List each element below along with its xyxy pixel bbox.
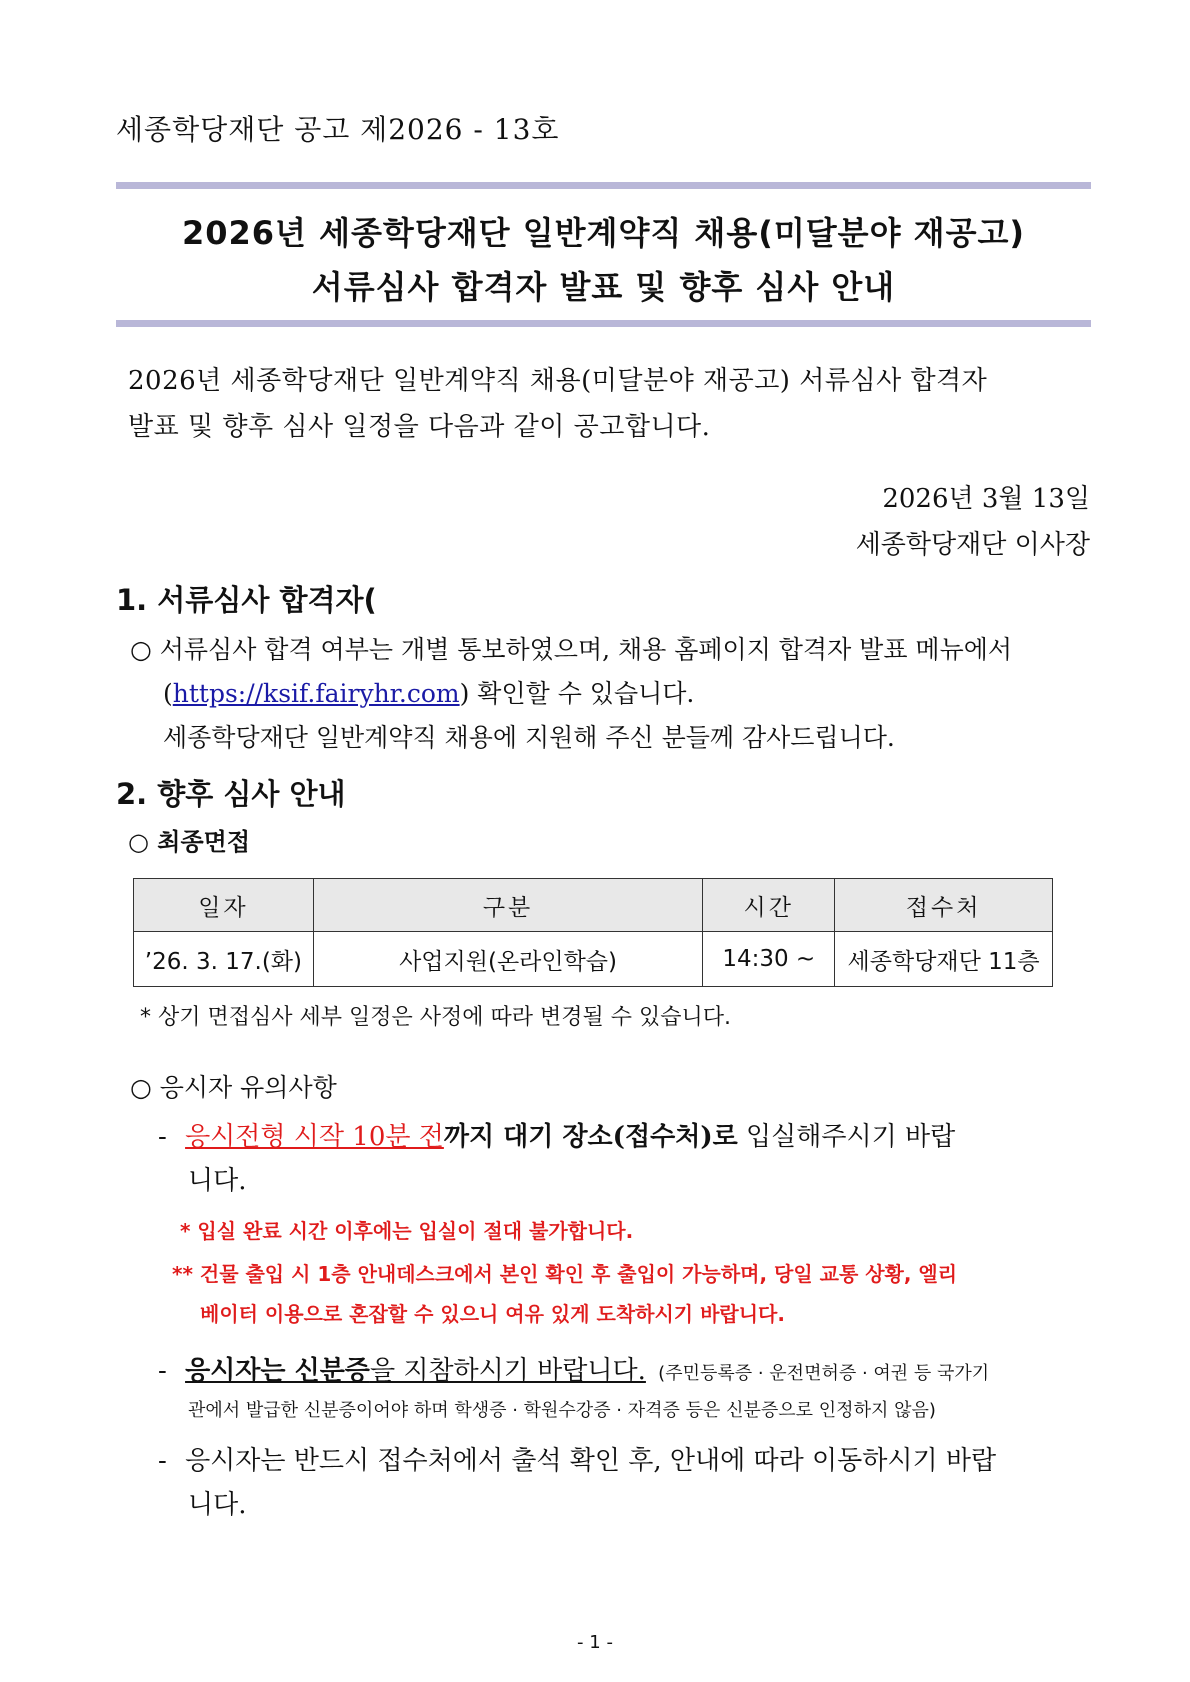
precaution-item-2 (158, 1350, 989, 1387)
intro-line-1: 2026년 세종학당재단 일반계약직 채용(미달분야 재공고) 서류심사 합격자 (128, 366, 988, 396)
page-number: - 1 - (577, 1632, 613, 1653)
cell-time: 14:30 ~ (703, 932, 835, 987)
header-date: 일자 (134, 879, 314, 932)
precaution-note-1: * 입실 완료 시간 이후에는 입실이 절대 불가합니다. (180, 1219, 634, 1243)
dash-2: - (158, 1356, 167, 1386)
title-rule-bottom (116, 320, 1091, 327)
arrival-time-emphasis: 응시전형 시작 10분 전 (185, 1122, 444, 1152)
cell-reception: 세종학당재단 11층 (835, 932, 1053, 987)
item-3-line-1: 응시자는 반드시 접수처에서 출석 확인 후, 안내에 따라 이동하시기 바랍 (185, 1446, 997, 1476)
signatory: 세종학당재단 이사장 (855, 530, 1090, 560)
precautions-heading: ○ 응시자 유의사항 (130, 1073, 337, 1102)
section-1-heading: 1. 서류심사 합격자( (116, 583, 377, 617)
precaution-item-3-cont: 니다. (188, 1490, 247, 1520)
precaution-item-1 (158, 1116, 955, 1153)
precaution-note-2-line-2: 베이터 이용으로 혼잡할 수 있으니 여유 있게 도착하시기 바랍니다. (200, 1302, 785, 1326)
section-1-line-2 (163, 674, 694, 710)
header-reception: 접수처 (835, 879, 1053, 932)
notice-number: 세종학당재단 공고 제2026 - 13호 (116, 113, 560, 146)
id-card-detail-line-2: 관에서 발급한 신분증이어야 하며 학생증 · 학원수강증 · 자격증 등은 신분증으로 인정하지 않음) (188, 1400, 936, 1421)
cell-category: 사업지원(온라인학습) (313, 932, 703, 987)
section-2-heading: 2. 향후 심사 안내 (116, 777, 346, 811)
item-2-rest: 을 지참하시기 바랍니다. (369, 1356, 646, 1386)
dash-1: - (158, 1122, 167, 1152)
title-line-2: 서류심사 합격자 발표 및 향후 심사 안내 (311, 268, 896, 306)
item-1-rest: 입실해주시기 바랍 (737, 1122, 956, 1152)
title-rule-top (116, 182, 1091, 189)
id-card-emphasis: 응시자는 신분증 (185, 1356, 370, 1386)
header-time: 시간 (703, 879, 835, 932)
section-1-line-3: 세종학당재단 일반계약직 채용에 지원해 주신 분들께 감사드립니다. (163, 723, 895, 752)
section-1-line-1: ○ 서류심사 합격 여부는 개별 통보하였으며, 채용 홈페이지 합격자 발표 메뉴에서 (130, 635, 1013, 664)
table-note: * 상기 면접심사 세부 일정은 사정에 따라 변경될 수 있습니다. (140, 1005, 731, 1030)
waiting-place-emphasis: 까지 대기 장소(접수처)로 (443, 1122, 738, 1152)
link-close-text: ) 확인할 수 있습니다. (459, 679, 695, 708)
id-card-detail-line-1: (주민등록증 · 운전면허증 · 여권 등 국가기 (658, 1363, 990, 1384)
cell-date: ’26. 3. 17.(화) (134, 932, 314, 987)
precaution-item-3 (158, 1440, 996, 1477)
announcement-date: 2026년 3월 13일 (882, 484, 1090, 514)
table-header-row (134, 879, 1053, 932)
interview-schedule-table (133, 878, 1053, 987)
table-row (134, 932, 1053, 987)
final-interview-heading: ○ 최종면접 (128, 828, 251, 856)
intro-line-2: 발표 및 향후 심사 일정을 다음과 같이 공고합니다. (128, 412, 711, 442)
precaution-item-1-cont: 니다. (188, 1166, 247, 1196)
header-category: 구분 (313, 879, 703, 932)
dash-3: - (158, 1446, 167, 1476)
recruitment-homepage-link[interactable]: https://ksif.fairyhr.com (172, 679, 460, 708)
link-open-paren: ( (163, 679, 173, 708)
precaution-note-2-line-1: ** 건물 출입 시 1층 안내데스크에서 본인 확인 후 출입이 가능하며, 당일 교통 상황, 엘리 (172, 1262, 958, 1286)
title-line-1: 2026년 세종학당재단 일반계약직 채용(미달분야 재공고) (181, 214, 1026, 252)
